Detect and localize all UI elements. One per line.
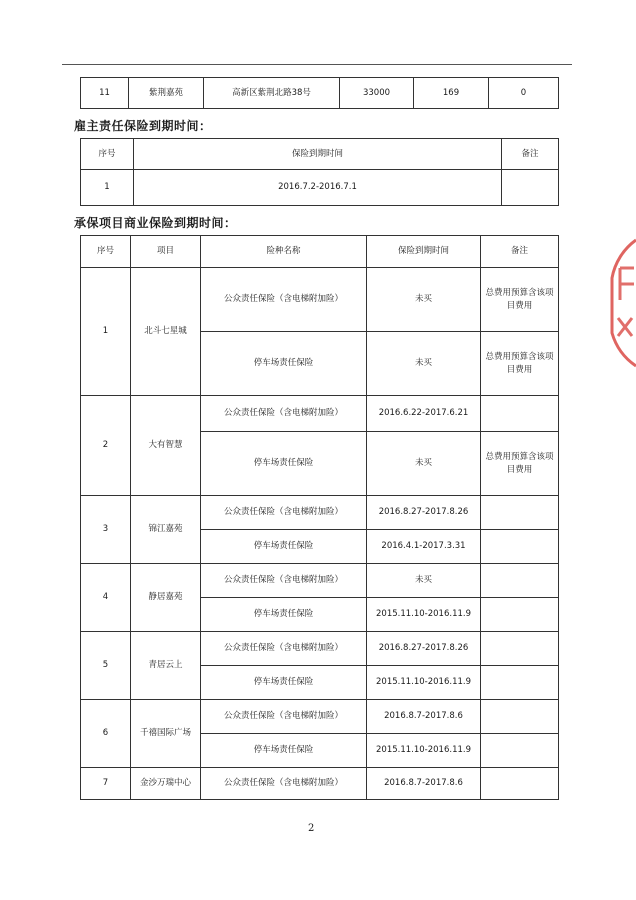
row-other: 0 (489, 78, 559, 109)
header-remark: 备注 (481, 236, 559, 268)
insurance-remark (481, 564, 559, 598)
red-seal-stamp (606, 238, 636, 368)
row-period: 2016.7.2-2016.7.1 (134, 170, 502, 206)
commercial-insurance-heading: 承保项目商业保险到期时间： (74, 216, 237, 230)
insurance-period: 2016.8.7-2017.8.6 (367, 700, 481, 734)
table-row (81, 700, 559, 734)
table-header-row (81, 139, 559, 170)
row-remark (502, 170, 559, 206)
project-no: 1 (81, 268, 131, 396)
insurance-type: 停车场责任保险 (201, 530, 367, 564)
header-period: 保险到期时间 (134, 139, 502, 170)
insurance-remark (481, 598, 559, 632)
table-row (81, 564, 559, 598)
insurance-period: 2015.11.10-2016.11.9 (367, 734, 481, 768)
insurance-remark (481, 734, 559, 768)
project-no: 6 (81, 700, 131, 768)
insurance-type: 停车场责任保险 (201, 734, 367, 768)
insurance-period: 2016.6.22-2017.6.21 (367, 396, 481, 432)
insurance-period: 未买 (367, 332, 481, 396)
insurance-remark (481, 768, 559, 800)
project-name: 金沙万瑞中心 (131, 768, 201, 800)
project-no: 7 (81, 768, 131, 800)
insurance-remark: 总费用预算含该项目费用 (481, 268, 559, 332)
insurance-remark (481, 700, 559, 734)
insurance-type: 公众责任保险（含电梯附加险） (201, 496, 367, 530)
insurance-type: 停车场责任保险 (201, 432, 367, 496)
header-no: 序号 (81, 236, 131, 268)
insurance-period: 2016.4.1-2017.3.31 (367, 530, 481, 564)
table-row (81, 268, 559, 332)
insurance-remark (481, 496, 559, 530)
insurance-type: 公众责任保险（含电梯附加险） (201, 564, 367, 598)
insurance-type: 停车场责任保险 (201, 332, 367, 396)
header-period: 保险到期时间 (367, 236, 481, 268)
project-no: 3 (81, 496, 131, 564)
insurance-type: 公众责任保险（含电梯附加险） (201, 268, 367, 332)
insurance-remark: 总费用预算含该项目费用 (481, 332, 559, 396)
project-name: 静居嘉苑 (131, 564, 201, 632)
project-name: 千禧国际广场 (131, 700, 201, 768)
commercial-insurance-table (80, 235, 559, 800)
project-name: 锦江嘉苑 (131, 496, 201, 564)
project-name: 大有智慧 (131, 396, 201, 496)
row-address: 高新区紫荆北路38号 (204, 78, 340, 109)
insurance-period: 2016.8.27-2017.8.26 (367, 632, 481, 666)
table-row (81, 768, 559, 800)
page-number: 2 (308, 823, 315, 834)
table-row (81, 170, 559, 206)
insurance-period: 2015.11.10-2016.11.9 (367, 598, 481, 632)
header-remark: 备注 (502, 139, 559, 170)
insurance-remark (481, 632, 559, 666)
insurance-type: 公众责任保险（含电梯附加险） (201, 632, 367, 666)
row-no: 1 (81, 170, 134, 206)
insurance-period: 未买 (367, 268, 481, 332)
insurance-remark (481, 396, 559, 432)
employer-liability-table (80, 138, 559, 206)
property-table (80, 77, 559, 109)
table-row (81, 496, 559, 530)
table-header-row (81, 236, 559, 268)
insurance-type: 公众责任保险（含电梯附加险） (201, 396, 367, 432)
insurance-period: 2016.8.7-2017.8.6 (367, 768, 481, 800)
table-row (81, 632, 559, 666)
header-type: 险种名称 (201, 236, 367, 268)
top-rule (62, 64, 572, 65)
project-name: 北斗七星城 (131, 268, 201, 396)
project-name: 青居云上 (131, 632, 201, 700)
insurance-type: 公众责任保险（含电梯附加险） (201, 700, 367, 734)
table-row (81, 78, 559, 109)
insurance-type: 停车场责任保险 (201, 598, 367, 632)
insurance-period: 2016.8.27-2017.8.26 (367, 496, 481, 530)
insurance-remark (481, 666, 559, 700)
header-project: 项目 (131, 236, 201, 268)
table-row (81, 396, 559, 432)
project-no: 4 (81, 564, 131, 632)
insurance-type: 公众责任保险（含电梯附加险） (201, 768, 367, 800)
insurance-period: 未买 (367, 432, 481, 496)
insurance-remark: 总费用预算含该项目费用 (481, 432, 559, 496)
row-name: 紫荆嘉苑 (129, 78, 204, 109)
row-no: 11 (81, 78, 129, 109)
row-count: 169 (414, 78, 489, 109)
project-no: 2 (81, 396, 131, 496)
insurance-period: 未买 (367, 564, 481, 598)
insurance-remark (481, 530, 559, 564)
insurance-period: 2015.11.10-2016.11.9 (367, 666, 481, 700)
insurance-type: 停车场责任保险 (201, 666, 367, 700)
header-no: 序号 (81, 139, 134, 170)
row-area: 33000 (340, 78, 414, 109)
project-no: 5 (81, 632, 131, 700)
employer-liability-heading: 雇主责任保险到期时间： (74, 119, 212, 133)
